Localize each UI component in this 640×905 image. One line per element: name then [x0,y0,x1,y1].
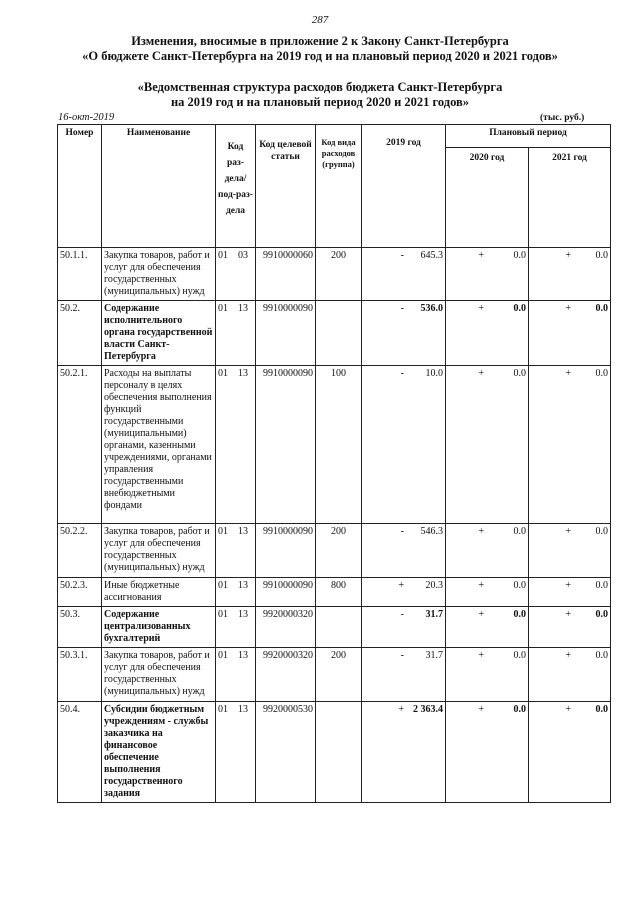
podrazdel-code: 13 [238,704,248,715]
row-razdel [216,578,256,607]
row-vid [316,524,362,578]
amount-sign: - [400,650,404,661]
row-tselevaya [256,607,316,648]
page-number: 287 [311,14,329,26]
row-amount-2020 [446,524,529,578]
row-name-text: Субсидии бюджетным учреждениям - службы заказчика на финансовое обеспечение выполнения государственного задания [104,704,209,799]
amount-value: 0.0 [513,250,526,261]
row-tselevaya [256,702,316,803]
col-header-2020: 2020 год [446,147,529,247]
amount-sign: - [400,526,404,537]
amount-value: 0.0 [513,368,526,379]
col-header-2019: 2019 год [362,125,446,248]
amount-sign: + [565,704,571,715]
amount-value: 536.0 [420,303,443,314]
row-amount-2021 [529,248,611,301]
amount-value: 0.0 [595,704,608,715]
podrazdel-code: 13 [238,580,248,591]
amount-value: 0.0 [595,250,608,261]
row-name [102,301,216,366]
table-row [58,578,611,607]
row-vid [316,248,362,301]
vid-code: 100 [331,368,346,379]
table-row [58,248,611,301]
row-tselevaya [256,648,316,702]
amount-sign: + [478,580,484,591]
podrazdel-code: 13 [238,368,248,379]
row-amount-2020 [446,648,529,702]
row-number [58,607,102,648]
row-amount-2020 [446,578,529,607]
razdel-code: 01 [218,580,228,591]
col-header-razdel: Код раз-дела/ под-раз-дела [216,125,256,248]
row-amount-2019 [362,366,446,524]
table-row [58,524,611,578]
podrazdel-code: 13 [238,650,248,661]
tselevaya-code: 9910000090 [263,580,313,591]
row-name [102,648,216,702]
amount-value: 546.3 [420,526,443,537]
row-tselevaya [256,578,316,607]
row-name [102,607,216,648]
row-amount-2019 [362,301,446,366]
amount-value: 0.0 [595,526,608,537]
tselevaya-code: 9910000090 [263,526,313,537]
podrazdel-code: 13 [238,609,248,620]
row-amount-2021 [529,607,611,648]
amount-sign: + [565,303,571,314]
row-number [58,648,102,702]
amount-value: 0.0 [513,580,526,591]
col-header-vid: Код вида расходов (группа) [316,125,362,248]
row-amount-2021 [529,366,611,524]
col-header-name: Наименование [102,125,216,248]
row-number-text: 50.1.1. [60,250,88,261]
row-amount-2019 [362,578,446,607]
row-number [58,248,102,301]
tselevaya-code: 9910000060 [263,250,313,261]
row-amount-2021 [529,648,611,702]
row-number [58,301,102,366]
amount-value: 0.0 [595,650,608,661]
row-number-text: 50.2.3. [60,580,88,591]
row-number-text: 50.2.1. [60,368,88,379]
row-number [58,702,102,803]
row-amount-2019 [362,524,446,578]
row-name-text: Закупка товаров, работ и услуг для обеспечения государственных (муниципальных) нужд [104,526,210,573]
row-name [102,524,216,578]
expenditure-table [57,124,611,803]
row-razdel [216,524,256,578]
subheading-line-2: на 2019 год и на плановый период 2020 и 2021 годов» [170,95,470,109]
amount-sign: + [565,250,571,261]
row-vid [316,702,362,803]
row-number-text: 50.4. [60,704,80,715]
row-name-text: Иные бюджетные ассигнования [104,580,180,603]
document-subheading [0,80,640,110]
row-number [58,524,102,578]
row-number-text: 50.3. [60,609,80,620]
subheading-line-1: «Ведомственная структура расходов бюджета Санкт-Петербурга [137,80,503,94]
row-name [102,578,216,607]
row-amount-2019 [362,607,446,648]
row-number [58,366,102,524]
amount-value: 0.0 [513,650,526,661]
row-amount-2020 [446,301,529,366]
amount-sign: - [400,368,404,379]
heading-line-2: «О бюджете Санкт-Петербурга на 2019 год и на плановый период 2020 и 2021 годов» [82,49,558,63]
row-name [102,248,216,301]
row-name-text: Закупка товаров, работ и услуг для обеспечения государственных (муниципальных) нужд [104,250,210,297]
row-razdel [216,702,256,803]
amount-sign: + [565,650,571,661]
amount-sign: + [478,526,484,537]
row-razdel [216,607,256,648]
row-number [58,578,102,607]
vid-code: 200 [331,250,346,261]
row-tselevaya [256,366,316,524]
row-name-text: Содержание исполнительного органа государственной власти Санкт-Петербурга [104,303,213,362]
table-row [58,366,611,524]
razdel-code: 01 [218,650,228,661]
row-number-text: 50.2.2. [60,526,88,537]
row-amount-2020 [446,366,529,524]
row-amount-2019 [362,648,446,702]
vid-code: 200 [331,650,346,661]
document-heading [0,34,640,64]
row-vid [316,366,362,524]
table-row [58,607,611,648]
amount-sign: - [400,303,404,314]
col-header-tselevaya: Код целевой статьи [256,125,316,248]
row-amount-2019 [362,702,446,803]
amount-value: 0.0 [595,580,608,591]
row-vid [316,607,362,648]
amount-value: 645.3 [420,250,443,261]
razdel-code: 01 [218,368,228,379]
amount-value: 0.0 [513,526,526,537]
amount-value: 0.0 [595,303,608,314]
amount-value: 0.0 [513,609,526,620]
amount-value: 0.0 [595,368,608,379]
razdel-code: 01 [218,250,228,261]
row-tselevaya [256,301,316,366]
col-header-number: Номер [58,125,102,248]
row-tselevaya [256,524,316,578]
vid-code: 200 [331,526,346,537]
document-date: 16-окт-2019 [58,112,115,123]
row-name [102,702,216,803]
amount-sign: + [565,609,571,620]
amount-value: 0.0 [513,704,526,715]
row-amount-2020 [446,248,529,301]
amount-sign: + [478,609,484,620]
row-razdel [216,301,256,366]
amount-sign: + [478,250,484,261]
razdel-code: 01 [218,609,228,620]
row-tselevaya [256,248,316,301]
units-label: (тыс. руб.) [540,113,585,123]
row-razdel [216,366,256,524]
table-row [58,301,611,366]
row-amount-2021 [529,702,611,803]
amount-sign: + [398,704,404,715]
tselevaya-code: 9920000320 [263,650,313,661]
table-row [58,702,611,803]
podrazdel-code: 13 [238,303,248,314]
row-vid [316,578,362,607]
amount-sign: + [565,526,571,537]
col-header-planned: Плановый период [446,125,611,148]
row-number-text: 50.2. [60,303,80,314]
podrazdel-code: 03 [238,250,248,261]
vid-code: 800 [331,580,346,591]
table-row [58,648,611,702]
row-name-text: Закупка товаров, работ и услуг для обеспечения государственных (муниципальных) нужд [104,650,210,697]
row-amount-2020 [446,702,529,803]
podrazdel-code: 13 [238,526,248,537]
amount-sign: + [478,704,484,715]
amount-sign: + [478,650,484,661]
row-razdel [216,248,256,301]
tselevaya-code: 9910000090 [263,303,313,314]
amount-sign: + [565,368,571,379]
tselevaya-code: 9910000090 [263,368,313,379]
amount-sign: - [400,250,404,261]
amount-value: 31.7 [425,609,443,620]
razdel-code: 01 [218,303,228,314]
row-name-text: Расходы на выплаты персоналу в целях обеспечения выполнения функций государственными (муниципальными) органами, казенными учреждениями, органами управления государственными внебюджетными фондами [104,368,212,511]
table-body [58,248,611,803]
amount-value: 0.0 [595,609,608,620]
amount-sign: - [400,609,404,620]
amount-sign: + [398,580,404,591]
row-number-text: 50.3.1. [60,650,88,661]
row-vid [316,301,362,366]
amount-sign: + [565,580,571,591]
row-name [102,366,216,524]
amount-sign: + [478,368,484,379]
razdel-code: 01 [218,526,228,537]
row-amount-2021 [529,301,611,366]
amount-value: 20.3 [425,580,443,591]
amount-value: 0.0 [513,303,526,314]
heading-line-1: Изменения, вносимые в приложение 2 к Закону Санкт-Петербурга [131,34,509,48]
amount-value: 10.0 [425,368,443,379]
row-name-text: Содержание централизованных бухгалтерий [104,609,191,644]
tselevaya-code: 9920000530 [263,704,313,715]
tselevaya-code: 9920000320 [263,609,313,620]
amount-value: 31.7 [425,650,443,661]
amount-sign: + [478,303,484,314]
amount-value: 2 363.4 [413,704,443,715]
row-vid [316,648,362,702]
row-amount-2021 [529,578,611,607]
row-amount-2021 [529,524,611,578]
col-header-2021: 2021 год [529,147,611,247]
row-amount-2020 [446,607,529,648]
row-razdel [216,648,256,702]
header-row-1 [58,125,611,148]
razdel-code: 01 [218,704,228,715]
row-amount-2019 [362,248,446,301]
